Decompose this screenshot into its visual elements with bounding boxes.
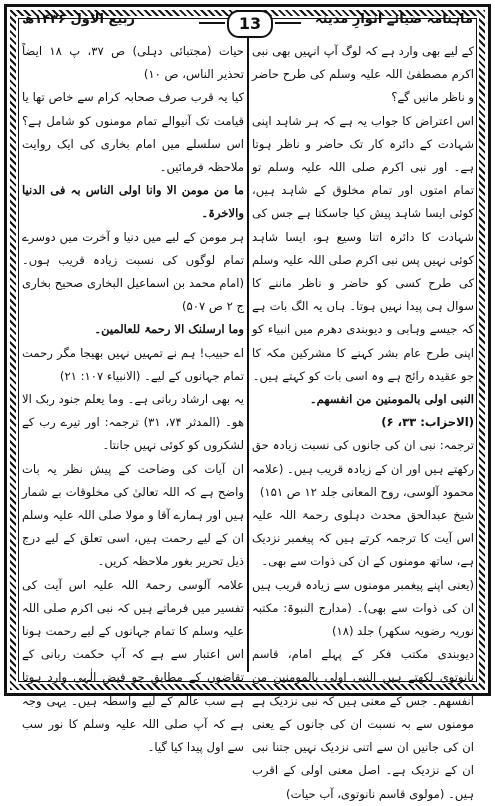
magazine-title: ماہنامہ ضیائے انوارِ مدینہ	[314, 12, 473, 27]
paragraph: ترجمہ: نبی ان کی جانوں کی نسبت زیادہ حق رکھتے ہیں اور ان کے زیادہ قریب ہیں۔ (علامہ محمود آلوسی، روح المعانی جلد ۱۲ ص ۱۵۱)	[252, 438, 474, 499]
paragraph: (یعنی اپنے پیغمبر مومنوں سے زیادہ قریب ہیں ان کی ذوات سے بھی)۔ (مدارج النبوۃ: مکتبہ نوریہ رضویہ سکھر) جلد (۱۸)	[252, 577, 474, 639]
paragraph: شیخ عبدالحق محدث دہلوی رحمۃ اللہ علیہ اس آیت کا ترجمہ کرتے ہیں کہ پیغمبر نزدیک ہے، ساتھ مومنوں کے ان کی ذوات سے بھی۔	[252, 508, 474, 569]
paragraph: علامہ آلوسی رحمۃ اللہ علیہ اس آیت کی تفسیر میں فرماتے ہیں کہ نبی اکرم صلی اللہ علیہ وسلم کا تمام جہانوں کے لیے رحمت ہونا اس اعتبار سے ہے کہ آپ حکمت ربانی کے تقاضوں کے مطابق جو فیض الٰہی وارد ہوتا ہے سب عالم کے لیے واسطہ ہیں۔ یہی وجہ ہے کہ آپ صلی اللہ علیہ وسلم کا نور سب سے اول پیدا کیا گیا۔	[22, 577, 244, 755]
paragraph: اس اعتراض کا جواب یہ ہے کہ ہر شاہد اپنی شہادت کے دائرہ کار تک حاضر و ناظر ہوتا ہے۔ اور نبی اکرم صلی اللہ علیہ وسلم تو تمام امتوں اور تمام مخلوق کے شاہد ہیں، کوئی ایسا شاہد پیش کیا جاسکتا ہے جس کی شہادت کا دائرہ اتنا وسیع ہو، ایسا شاہد کوئی نہیں پس نبی اکرم صلی اللہ علیہ وسلم کی طرح کسی کو حاضر و ناظر ماننے کا سوال ہی پیدا نہیں ہوتا۔ ہاں یہ الگ بات ہے کہ جیسے وہابی و دیوبندی دھرم میں انبیاء کو اپنی طرح عام بشر کہنے کا مشرکین مکہ کا جو عقیدہ رائج ہے وہ اسی بات کو کہتے ہیں۔	[252, 113, 474, 383]
paragraph: اے حبیب! ہم نے تمہیں نہیں بھیجا مگر رحمت تمام جہانوں کے لیے۔ (الانبیاء ۱۰۷: ۲۱)	[22, 345, 244, 383]
paragraph: کیا یہ قرب صرف صحابہ کرام سے خاص تھا یا قیامت تک آنیوالے تمام مومنوں کو شامل ہے؟ اس سلسلے میں امام بخاری کی ایک روایت ملاحظہ فرمائیں۔	[22, 90, 244, 175]
paragraph: یہ بھی ارشاد ربانی ہے۔ وما یعلم جنود ربک الا ھو۔ (المدثر ۷۴، ۳۱) ترجمہ: اور تیرے رب کے لشکروں کو کوئی نہیں جانتا۔	[22, 392, 244, 453]
right-column	[252, 40, 474, 801]
column-divider	[247, 36, 249, 672]
paragraph: دیوبندی مکتب فکر کے پہلے امام، قاسم نانوتوی لکھتے ہیں النبی اولی بالمومنین من انفسھم۔ جس کے معنی ہیں کہ نبی نزدیک ہے مومنوں سے بہ نسبت ان کی جانوں کے یعنی ان کی جانیں ان سے اتنی نزدیک نہیں جتنا نبی ان کے نزدیک ہے۔ اصل معنی اولی کے اقرب ہیں۔ (مولوی قاسم نانوتوی، آب حیات)	[252, 647, 474, 801]
paragraph: ہر مومن کے لیے میں دنیا و آخرت میں دوسرے تمام لوگوں کی نسبت زیادہ قریب ہوں۔ (امام محمد بن اسماعیل البخاری صحیح بخاری ج ۲ ص ۵۰۷)	[22, 229, 244, 314]
issue-date: ربیع الاول ۱۴۳۶ھ	[22, 12, 136, 27]
paragraph: کے لیے بھی وارد ہے کہ لوگ آپ انہیں بھی نبی اکرم مصطفیٰ اللہ علیہ وسلم کی طرح حاضر و ناظر مانیں گے؟	[252, 44, 474, 105]
page-header	[22, 10, 473, 38]
left-column	[22, 40, 244, 755]
quranic-verse: النبی اولی بالمومنین من انفسھم۔	[309, 392, 474, 407]
verse-reference: (الاحزاب: ۳۳، ۶)	[381, 415, 474, 430]
paragraph: حیات (مجتبائی دہلی) ص ۳۷، پ ۱۸ ایضاً تحذیر الناس، ص ۱۰)	[22, 44, 244, 82]
quranic-verse: وما ارسلنک الا رحمۃ للعالمین۔	[94, 322, 244, 337]
page-number: 13	[227, 10, 273, 38]
hadith-text: ما من مومن الا وانا اولی الناس بہ فی الدنیا والاخرۃ۔	[22, 183, 244, 221]
paragraph: ان آیات کی وضاحت کے پیش نظر یہ بات واضح ہے کہ اللہ تعالیٰ کی مخلوقات بے شمار ہیں اور ہمارے آقا و مولا صلی اللہ علیہ وسلم ان کے لیے رحمت ہیں، اسی تعلق کے لیے درج ذیل تحریر بغور ملاحظہ کریں۔	[22, 461, 244, 569]
